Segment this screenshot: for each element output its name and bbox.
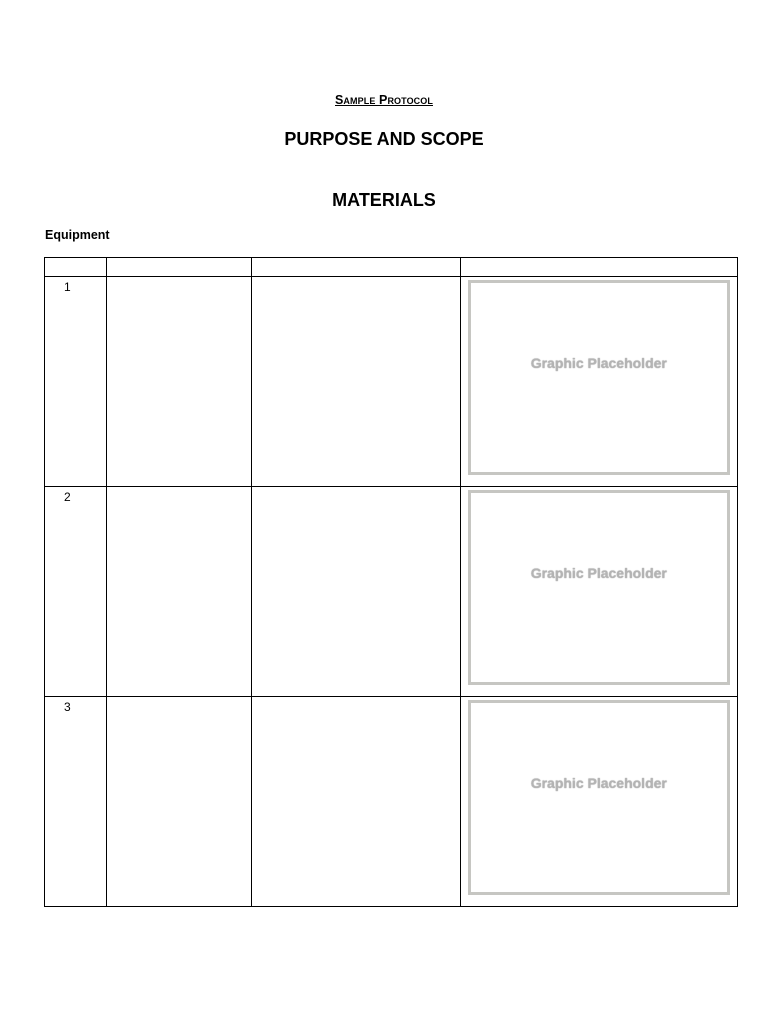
graphic-placeholder[interactable] <box>468 490 730 685</box>
table-cell[interactable] <box>107 487 252 697</box>
protocol-label: Sample Protocol <box>335 93 433 107</box>
row-number-cell <box>45 277 107 487</box>
table-cell[interactable] <box>252 487 460 697</box>
row-number-cell <box>45 697 107 907</box>
equipment-subheading: Equipment <box>45 228 110 242</box>
table-cell[interactable] <box>107 697 252 907</box>
row-number: 1 <box>64 280 71 294</box>
graphic-cell <box>460 487 737 697</box>
row-number: 3 <box>64 700 71 714</box>
header-cell[interactable] <box>45 258 107 277</box>
materials-heading: MATERIALS <box>332 190 436 210</box>
table-cell[interactable] <box>252 697 460 907</box>
graphic-placeholder-label: Graphic Placeholder <box>530 774 667 791</box>
graphic-cell <box>460 697 737 907</box>
table-row <box>45 277 738 487</box>
graphic-placeholder[interactable] <box>468 280 730 475</box>
table-header-row <box>45 258 738 277</box>
graphic-cell <box>460 277 737 487</box>
table-row <box>45 697 738 907</box>
table-cell[interactable] <box>252 277 460 487</box>
row-number-cell <box>45 487 107 697</box>
graphic-placeholder-label: Graphic Placeholder <box>530 354 667 371</box>
header-cell[interactable] <box>252 258 460 277</box>
graphic-placeholder-label: Graphic Placeholder <box>530 564 667 581</box>
equipment-table <box>44 257 738 907</box>
table-row <box>45 487 738 697</box>
graphic-placeholder[interactable] <box>468 700 730 895</box>
row-number: 2 <box>64 490 71 504</box>
header-cell[interactable] <box>107 258 252 277</box>
table-cell[interactable] <box>107 277 252 487</box>
header-cell[interactable] <box>460 258 737 277</box>
purpose-heading: PURPOSE AND SCOPE <box>284 129 484 149</box>
